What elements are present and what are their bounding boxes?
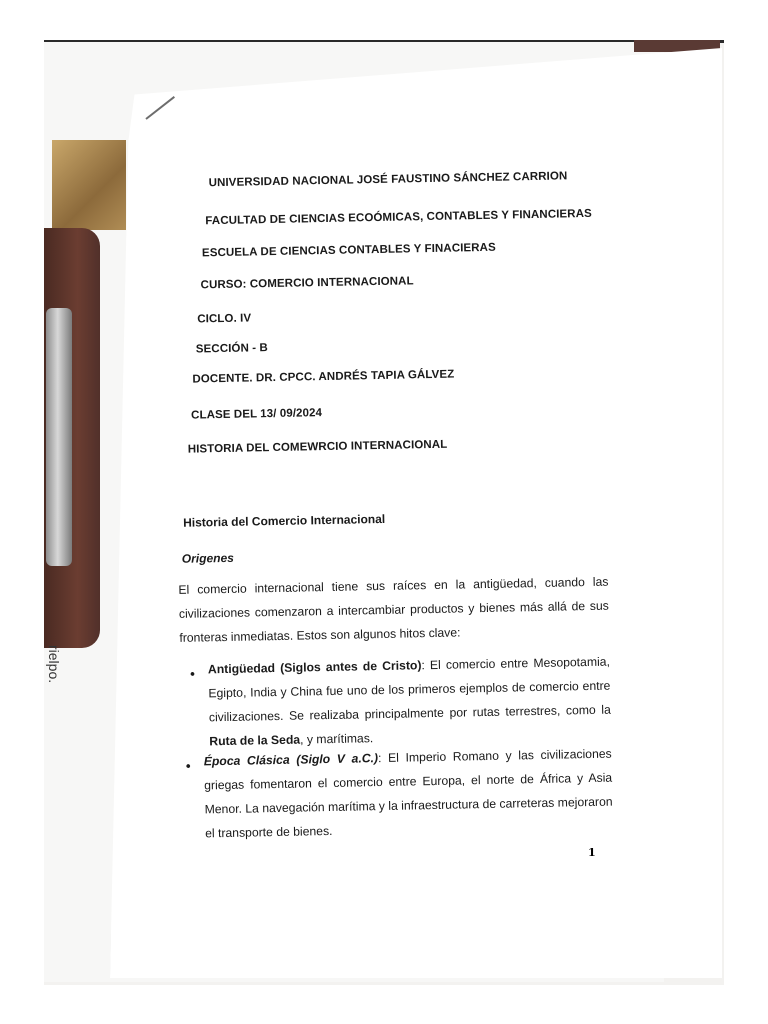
bullet-text-end: , y marítimas. bbox=[299, 731, 374, 747]
bullet-dot: • bbox=[189, 665, 196, 682]
bullet-item bbox=[204, 742, 614, 846]
section-subtitle: Origenes bbox=[181, 550, 235, 566]
header-faculty: FACULTAD DE CIENCIAS ECOÓMICAS, CONTABLES Y FINANCIERAS bbox=[205, 207, 592, 228]
section-title: Historia del Comercio Internacional bbox=[183, 511, 386, 530]
header-topic: HISTORIA DEL COMEWRCIO INTERNACIONAL bbox=[187, 438, 448, 456]
header-cycle: CICLO. IV bbox=[197, 312, 252, 326]
page-number: 1 bbox=[588, 846, 596, 859]
bullet-lead: Antigüedad (Siglos antes de Cristo) bbox=[207, 658, 422, 677]
side-note: rielpo. bbox=[46, 645, 62, 684]
binder-clip bbox=[46, 308, 72, 566]
bullet-item bbox=[208, 650, 612, 754]
header-section: SECCIÓN - B bbox=[195, 342, 268, 356]
header-teacher: DOCENTE. DR. CPCC. ANDRÉS TAPIA GÁLVEZ bbox=[192, 368, 455, 386]
bullet-lead: Época Clásica (Siglo V a.C.) bbox=[203, 751, 379, 769]
bullet-bold: Ruta de la Seda bbox=[209, 732, 301, 749]
header-course: CURSO: COMERCIO INTERNACIONAL bbox=[200, 275, 414, 292]
bullet-text: : El comercio entre Mesopotamia, Egipto, India y China fue uno de los primeros ejemplos de comercio entre civilizaciones. Se realizaba principalmente por rutas terrestres, como la bbox=[208, 654, 611, 725]
bullet-text: : El Imperio Romano y las civilizaciones griegas fomentaron el comercio entre Europa, el norte de África y Asia Menor. La navegación marítima y la infraestructura de carreteras mejoraron el transporte de bienes. bbox=[204, 746, 613, 841]
header-school: ESCUELA DE CIENCIAS CONTABLES Y FINACIERAS bbox=[201, 241, 496, 260]
header-university: UNIVERSIDAD NACIONAL JOSÉ FAUSTINO SÁNCHEZ CARRION bbox=[208, 170, 568, 190]
header-date: CLASE DEL 13/ 09/2024 bbox=[190, 407, 323, 422]
photo-strip bbox=[52, 140, 126, 230]
bullet-dot: • bbox=[185, 757, 191, 774]
intro-paragraph: El comercio internacional tiene sus raíces en la antigüedad, cuando las civilizaciones comenzaron a intercambiar productos y bienes más allá de sus fronteras inmediatas. Estos son algunos hitos clave: bbox=[178, 574, 609, 645]
